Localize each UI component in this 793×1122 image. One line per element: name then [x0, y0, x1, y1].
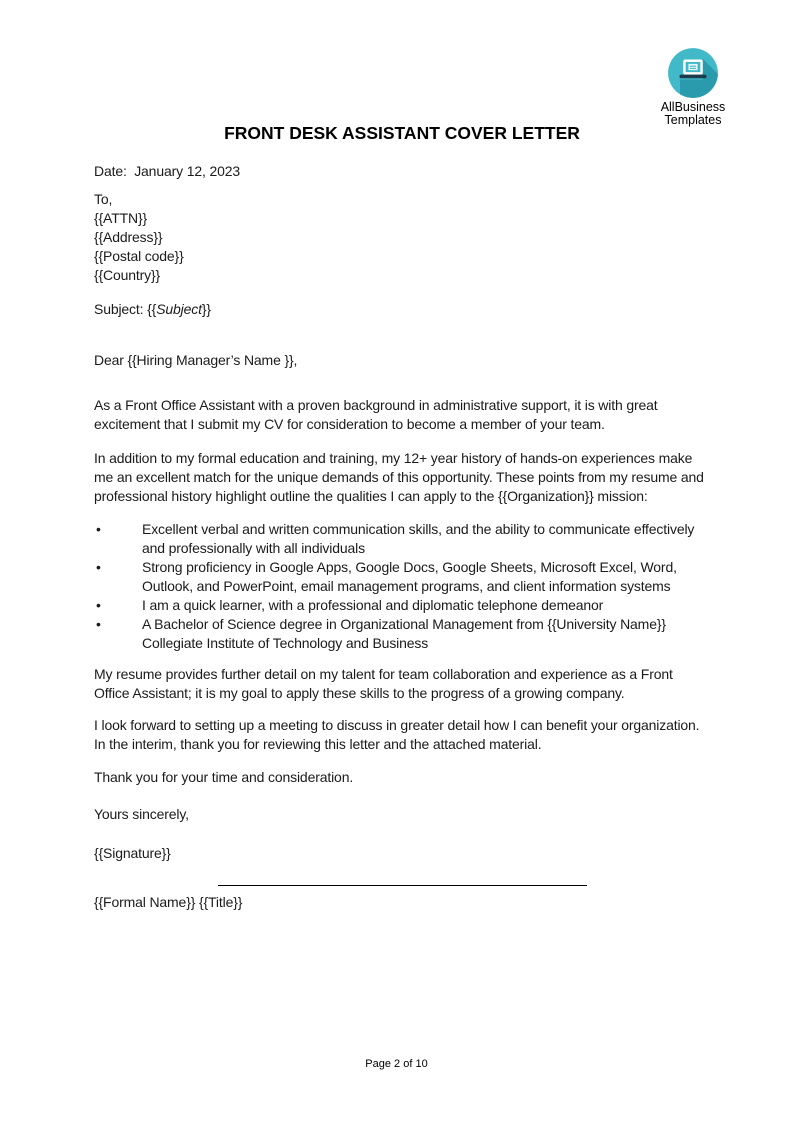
bullet-icon: •	[96, 521, 101, 537]
page-title: FRONT DESK ASSISTANT COVER LETTER	[224, 123, 580, 143]
list-item-text: A Bachelor of Science degree in Organizational Management from {{University Name}} Collegiate Institute of Technology and Business	[142, 616, 666, 651]
list-item-text: I am a quick learner, with a professional and diplomatic telephone demeanor	[142, 597, 604, 613]
logo-brand-name	[633, 101, 753, 127]
logo-brand-line2: Templates	[664, 113, 722, 127]
recipient-line: {{ATTN}}	[94, 210, 148, 226]
recipient-line: {{Country}}	[94, 267, 161, 283]
subject-suffix: }}	[201, 301, 211, 317]
paragraph-intro: As a Front Office Assistant with a proven background in administrative support, it is with great excitement that I submit my CV for consideration to become a member of your team.	[94, 397, 658, 432]
formal-name-line: {{Formal Name}} {{Title}}	[94, 894, 243, 910]
allbusiness-templates-logo	[633, 47, 753, 127]
list-item	[94, 596, 710, 615]
list-item	[94, 615, 710, 653]
paragraph-thanks: Thank you for your time and consideration.	[94, 769, 354, 785]
valediction-line: Yours sincerely,	[94, 806, 189, 822]
bullet-icon: •	[96, 597, 101, 613]
recipient-line: {{Address}}	[94, 229, 163, 245]
list-item	[94, 520, 710, 558]
letter-body	[0, 122, 793, 912]
signature-line	[218, 885, 587, 886]
recipient-line: To,	[94, 191, 113, 207]
list-item-text: Excellent verbal and written communication skills, and the ability to communicate effectively and professionally with all individuals	[142, 521, 695, 556]
subject-line	[94, 300, 710, 319]
signature-placeholder: {{Signature}}	[94, 845, 171, 861]
recipient-line: {{Postal code}}	[94, 248, 184, 264]
paragraph-meeting: I look forward to setting up a meeting to discuss in greater detail how I can benefit your organization. In the interim, thank you for reviewing this letter and the attached material.	[94, 717, 700, 752]
logo-brand-line1: AllBusiness	[660, 100, 726, 114]
paragraph-experience: In addition to my formal education and training, my 12+ year history of hands-on experiences make me an excellent match for the unique demands of this opportunity. These points from my resume and professional history highlight outline the qualities I can apply to the {{Organization}} mission:	[94, 450, 704, 504]
date-line: Date: January 12, 2023	[94, 163, 240, 179]
bullet-icon: •	[96, 616, 101, 632]
page-number: Page 2 of 10	[365, 1058, 428, 1070]
list-item-text: Strong proficiency in Google Apps, Google Docs, Google Sheets, Microsoft Excel, Word, Outlook, and PowerPoint, email management programs, and client information systems	[142, 559, 677, 594]
paragraph-resume: My resume provides further detail on my talent for team collaboration and experience as a Front Office Assistant; it is my goal to apply these skills to the progress of a growing company.	[94, 666, 673, 701]
qualifications-list	[94, 520, 710, 653]
list-item	[94, 558, 710, 596]
recipient-block	[94, 190, 710, 285]
bullet-icon: •	[96, 559, 101, 575]
subject-placeholder: Subject	[156, 301, 202, 317]
laptop-logo-icon	[667, 47, 719, 99]
greeting-line: Dear {{Hiring Manager’s Name }},	[94, 352, 298, 368]
subject-prefix: Subject: {{	[94, 301, 157, 317]
